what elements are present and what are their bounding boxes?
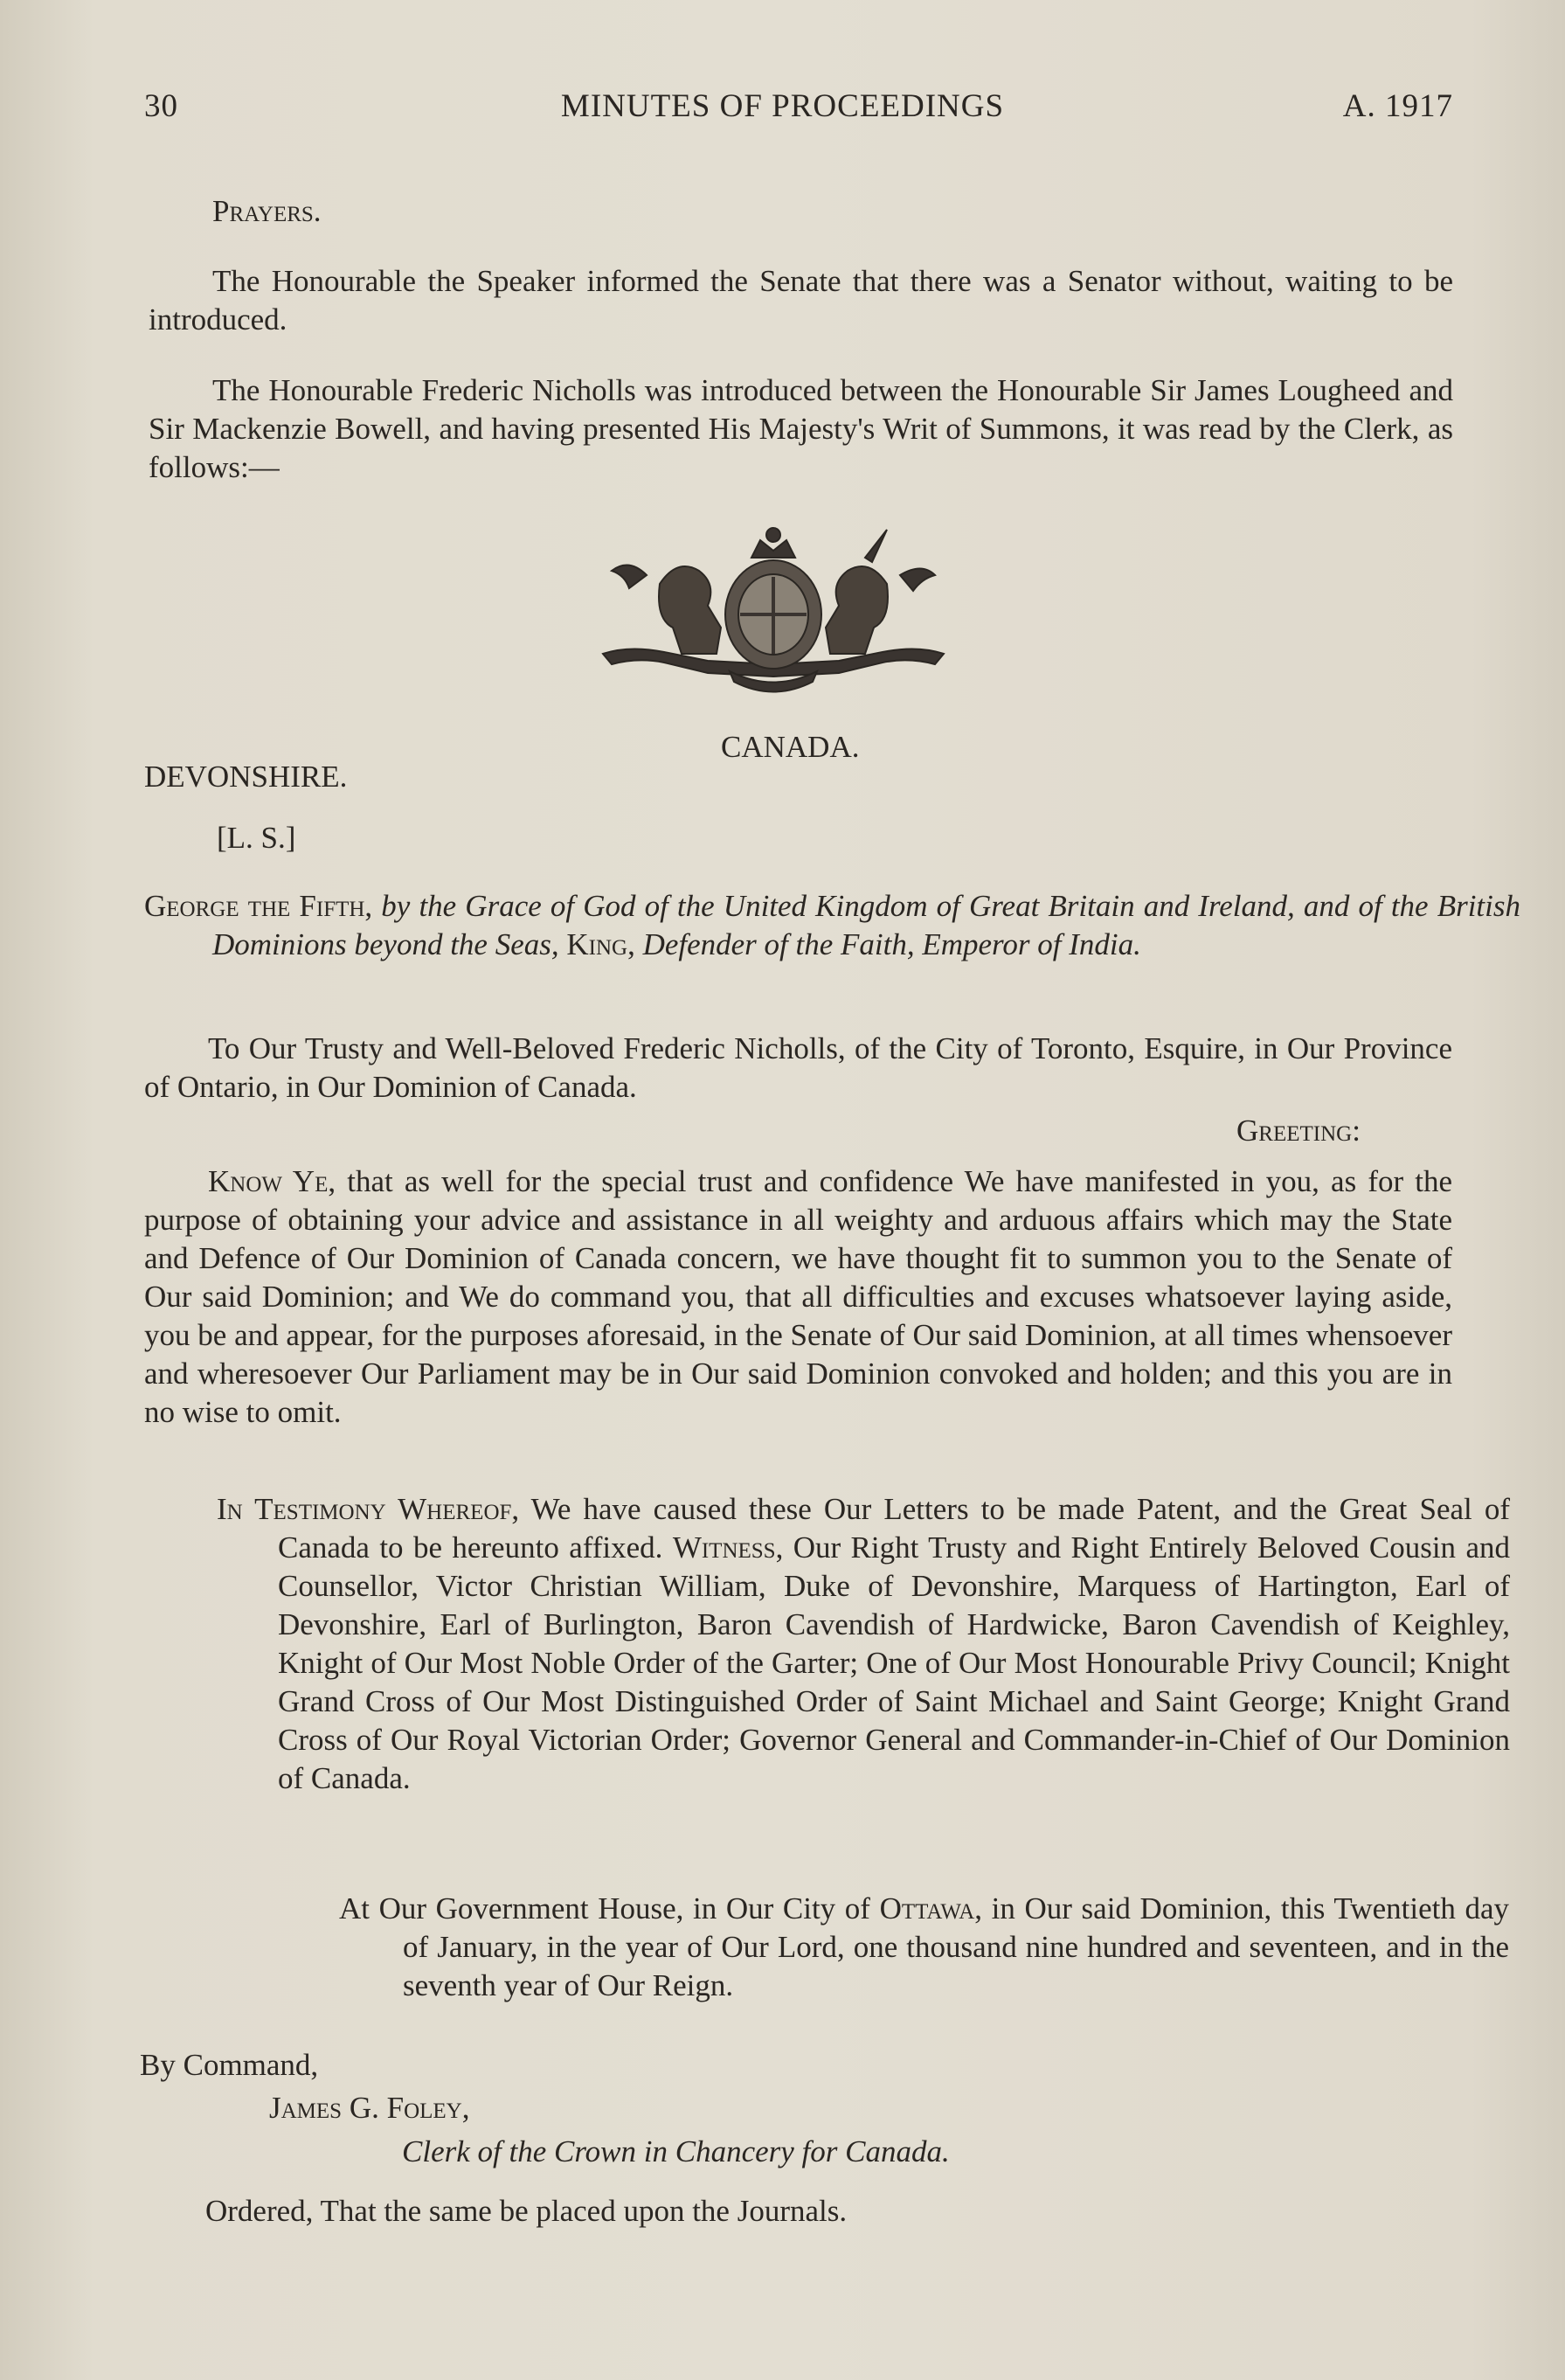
greeting-label: Greeting: — [1236, 1114, 1361, 1148]
government-house-text-end: in Our said Dominion, this Twentieth day of January, in the year of Our Lord, one thousand nine hundred and seventeen, and in the seventh year of Our Reign. — [403, 1891, 1509, 2002]
government-house-text: At Our Government House, in Our City of — [339, 1891, 880, 1926]
page-year: A. 1917 — [1342, 88, 1453, 124]
testimony-text: We have caused these Our Letters to be made Patent, and the Great Seal of Canada to be hereunto affixed. — [278, 1492, 1510, 1565]
clerk-title: Clerk of the Crown in Chancery for Canada. — [402, 2134, 950, 2168]
introduction-paragraph: The Honourable Frederic Nicholls was introduced between the Honourable Sir James Lougheed and Sir Mackenzie Bowell, and having presented His Majesty's Writ of Summons, it was read by the Clerk, as follows:— — [149, 373, 1453, 484]
prayers-heading: Prayers. — [212, 194, 322, 228]
royal-title-block — [144, 887, 1520, 964]
testimony-text-end: Our Right Trusty and Right Entirely Beloved Cousin and Counsellor, Victor Christian William, Duke of Devonshire, Marquess of Hartington, Earl of Devonshire, Earl of Burlington, Baron Cavendish of Hardwicke, Baron Cavendish of Keighley, Knight of Our Most Noble Order of the Garter; One of Our Most Honourable Privy Council; Knight Grand Cross of Our Most Distinguished Order of Saint Michael and Saint George; Knight Grand Cross of Our Royal Victorian Order; Governor General and Commander-in-Chief of Our Dominion of Canada. — [278, 1530, 1510, 1795]
canada-heading: CANADA. — [721, 730, 860, 764]
government-house-paragraph — [339, 1890, 1509, 2005]
know-ye-lead: Know Ye, — [208, 1164, 336, 1198]
page-number: 30 — [144, 88, 178, 124]
royal-title-text-end: Defender of the Faith, Emperor of India. — [634, 927, 1141, 961]
witness-label: Witness, — [672, 1530, 784, 1565]
ordered-paragraph: Ordered, That the same be placed upon the Journals. — [205, 2194, 848, 2228]
know-ye-text: that as well for the special trust and confidence We have manifested in you, as for the purpose of obtaining your advice and assistance in all weighty and arduous affairs which may the State and Defence of Our Dominion of Canada concern, we have thought fit to summon you to the Senate of Our said Dominion; and We do command you, that all difficulties and excuses whatsoever laying aside, you be and appear, for the purposes aforesaid, in the Senate of Our said Dominion, at all times whensoever and wheresoever Our Parliament may be in Our said Dominion convoked and holden; and this you are in no wise to omit. — [144, 1164, 1453, 1429]
testimony-lead: In Testimony Whereof, — [217, 1492, 520, 1526]
royal-title-text: by the Grace of God of the United Kingdom of Great Britain and Ireland, and of the British Dominions beyond the Seas, — [212, 889, 1520, 961]
city-name: Ottawa, — [879, 1891, 983, 1926]
speaker-paragraph: The Honourable the Speaker informed the Senate that there was a Senator without, waiting to be introduced. — [149, 264, 1453, 337]
by-command-label: By Command, — [140, 2048, 319, 2082]
know-ye-paragraph — [144, 1162, 1452, 1432]
signatory-name: James G. Foley, — [269, 2091, 470, 2125]
royal-coat-of-arms-icon — [577, 523, 970, 706]
page-header-title: MINUTES OF PROCEEDINGS — [560, 88, 1005, 124]
king-name: George the Fifth, — [144, 889, 373, 923]
king-label: King, — [566, 927, 635, 961]
seal-marker: [L. S.] — [217, 821, 296, 855]
testimony-paragraph — [217, 1490, 1510, 1798]
devonshire-heading: DEVONSHIRE. — [144, 760, 348, 794]
address-paragraph: To Our Trusty and Well-Beloved Frederic Nicholls, of the City of Toronto, Esquire, in Our Province of Ontario, in Our Dominion of Canada. — [144, 1031, 1452, 1104]
